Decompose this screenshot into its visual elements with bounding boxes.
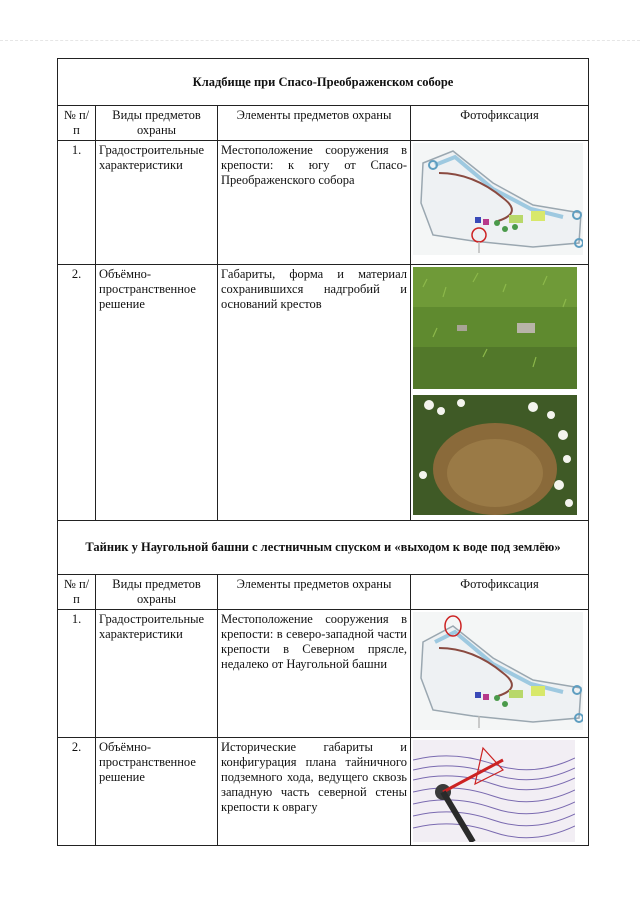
- row-number: 1.: [58, 141, 96, 265]
- row-number: 1.: [58, 610, 96, 738]
- page-top-rule: [0, 40, 640, 41]
- gravestone-photo: [413, 267, 577, 389]
- header-photo: Фотофиксация: [411, 106, 589, 141]
- header-element: Элементы предметов охраны: [218, 106, 411, 141]
- table-row: [58, 738, 589, 846]
- row-type: Объёмно-пространственное решение: [96, 265, 218, 521]
- header-type: Виды предметов охраны: [96, 106, 218, 141]
- photo-cell: [411, 610, 589, 738]
- header-photo: Фотофиксация: [411, 575, 589, 610]
- table-header-row: [58, 106, 589, 141]
- photo-cell: [411, 265, 589, 521]
- row-number: 2.: [58, 265, 96, 521]
- photo-cell: [411, 141, 589, 265]
- topographic-plan: [413, 740, 575, 842]
- row-element: Местоположение сооружения в крепости: в северо-западной части крепости в Северном прясле, недалеко от Наугольной башни: [218, 610, 411, 738]
- table-row: [58, 610, 589, 738]
- section-title: Тайник у Наугольной башни с лестничным спуском и «выходом к воде под землёю»: [58, 521, 589, 575]
- header-num: № п/п: [58, 575, 96, 610]
- grave-mound-photo: [413, 395, 577, 515]
- header-element: Элементы предметов охраны: [218, 575, 411, 610]
- row-element: Исторические габариты и конфигурация плана тайничного подземного хода, ведущего сквозь западную часть северной стены крепости к оврагу: [218, 738, 411, 846]
- row-element: Габариты, форма и материал сохранившихся надгробий и оснований крестов: [218, 265, 411, 521]
- table-header-row: [58, 575, 589, 610]
- grass-photo-2: [413, 395, 586, 515]
- fortress-plan-map: [413, 143, 583, 255]
- table-row: [58, 141, 589, 265]
- protection-table: [57, 58, 589, 846]
- photo-cell: [411, 738, 589, 846]
- header-num: № п/п: [58, 106, 96, 141]
- row-type: Объёмно-пространственное решение: [96, 738, 218, 846]
- fortress-plan-map: [413, 612, 583, 730]
- section-title: Кладбище при Спасо-Преображенском соборе: [58, 59, 589, 106]
- row-type: Градостроительные характеристики: [96, 610, 218, 738]
- row-element: Местоположение сооружения в крепости: к югу от Спасо-Преображенского собора: [218, 141, 411, 265]
- row-type: Градостроительные характеристики: [96, 141, 218, 265]
- row-number: 2.: [58, 738, 96, 846]
- header-type: Виды предметов охраны: [96, 575, 218, 610]
- table-row: [58, 265, 589, 521]
- grass-photo-1: [413, 267, 586, 389]
